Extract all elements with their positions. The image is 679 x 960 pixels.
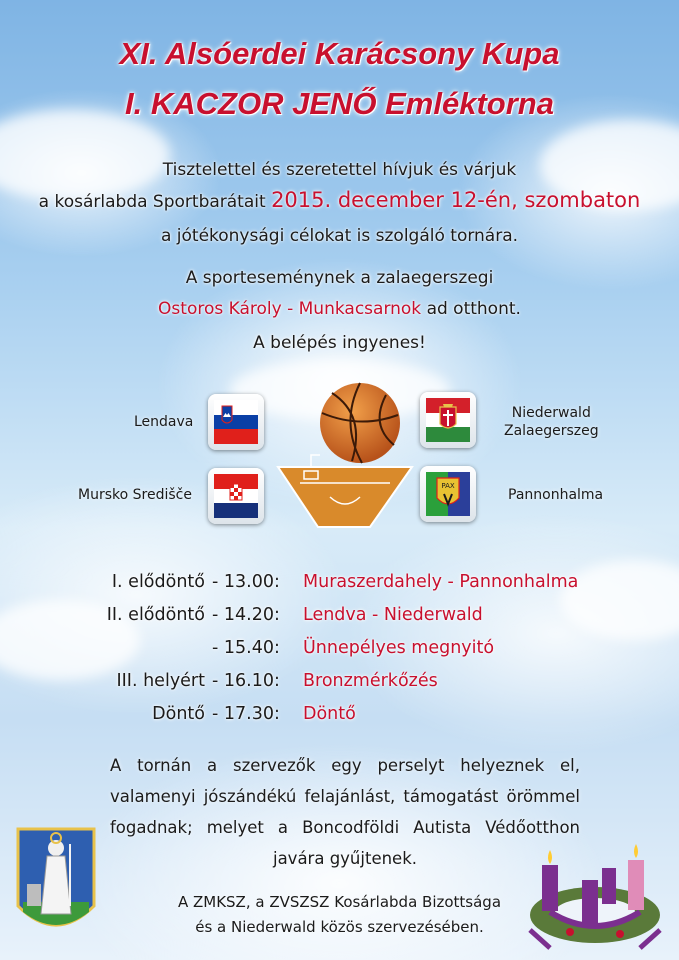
slovenia-flag-icon [208, 394, 264, 450]
schedule-time: - 13.00: [212, 572, 280, 592]
schedule-event: Muraszerdahely - Pannonhalma [303, 572, 579, 592]
basketball-court-illustration [270, 375, 420, 535]
title-line-2: I. KACZOR JENŐ Emléktorna [125, 86, 554, 121]
cloud-decoration [0, 110, 170, 200]
team-label-niederwald-2: Zalaegerszeg [504, 423, 599, 439]
invite-line-1: Tisztelettel és szeretettel hívjuk és várjuk [162, 160, 517, 180]
schedule-row [0, 698, 679, 731]
venue-hall-suffix: ad otthont. [426, 299, 521, 319]
schedule-row [0, 599, 679, 632]
team-label-niederwald [504, 404, 599, 440]
footer-line-1: A ZMKSZ, a ZVSZSZ Kosárlabda Bizottsága [177, 893, 502, 911]
footer-line-2: és a Niederwald közös szervezésében. [195, 918, 484, 936]
flag-pax-text: PAX [441, 482, 455, 490]
venue-line-1: A sporteseménynek a zalaegerszegi [185, 268, 494, 288]
schedule-time: - 14.20: [212, 605, 280, 625]
schedule-time: - 17.30: [212, 704, 280, 724]
free-entry-text: A belépés ingyenes! [253, 333, 426, 353]
venue-line-2 [0, 299, 679, 319]
schedule-event: Lendva - Niederwald [303, 605, 483, 625]
croatia-flag-icon [208, 468, 264, 524]
schedule-event: Bronzmérkőzés [303, 671, 438, 691]
team-label-niederwald-1: Niederwald [511, 405, 591, 421]
schedule-row [0, 665, 679, 698]
schedule-label: III. helyért [116, 671, 205, 691]
team-label-pannonhalma: Pannonhalma [508, 487, 604, 503]
title-line-1: XI. Alsóerdei Karácsony Kupa [119, 36, 560, 71]
invite-prefix: a kosárlabda Sportbarátait [38, 192, 266, 212]
pannonhalma-flag-icon [420, 466, 476, 522]
team-label-lendava: Lendava [134, 414, 194, 430]
schedule-event: Döntő [303, 704, 356, 724]
schedule-label: II. elődöntő [106, 605, 205, 625]
schedule-label: Döntő [152, 704, 205, 724]
team-label-mursko: Mursko Središče [78, 487, 192, 503]
venue-hall: Ostoros Károly - Munkacsarnok [158, 299, 422, 319]
hungary-flag-icon [420, 392, 476, 448]
invite-line-2 [0, 188, 679, 212]
schedule-event: Ünnepélyes megnyitó [303, 638, 495, 658]
schedule-row [0, 632, 679, 665]
schedule-time: - 16.10: [212, 671, 280, 691]
schedule-label: I. elődöntő [111, 572, 205, 592]
invite-line-3: a jótékonysági célokat is szolgáló tornára. [160, 226, 519, 246]
schedule-row [0, 566, 679, 599]
event-date: 2015. december 12-én, szombaton [271, 188, 641, 212]
schedule-time: - 15.40: [212, 638, 280, 658]
donation-paragraph: A tornán a szervezők egy perselyt helyeznek el, valamenyi jószándékú felajánlást, támogatást örömmel fogadnak; melyet a Boncodföldi Autista Védőotthon javára gyűjtenek. [110, 756, 580, 868]
